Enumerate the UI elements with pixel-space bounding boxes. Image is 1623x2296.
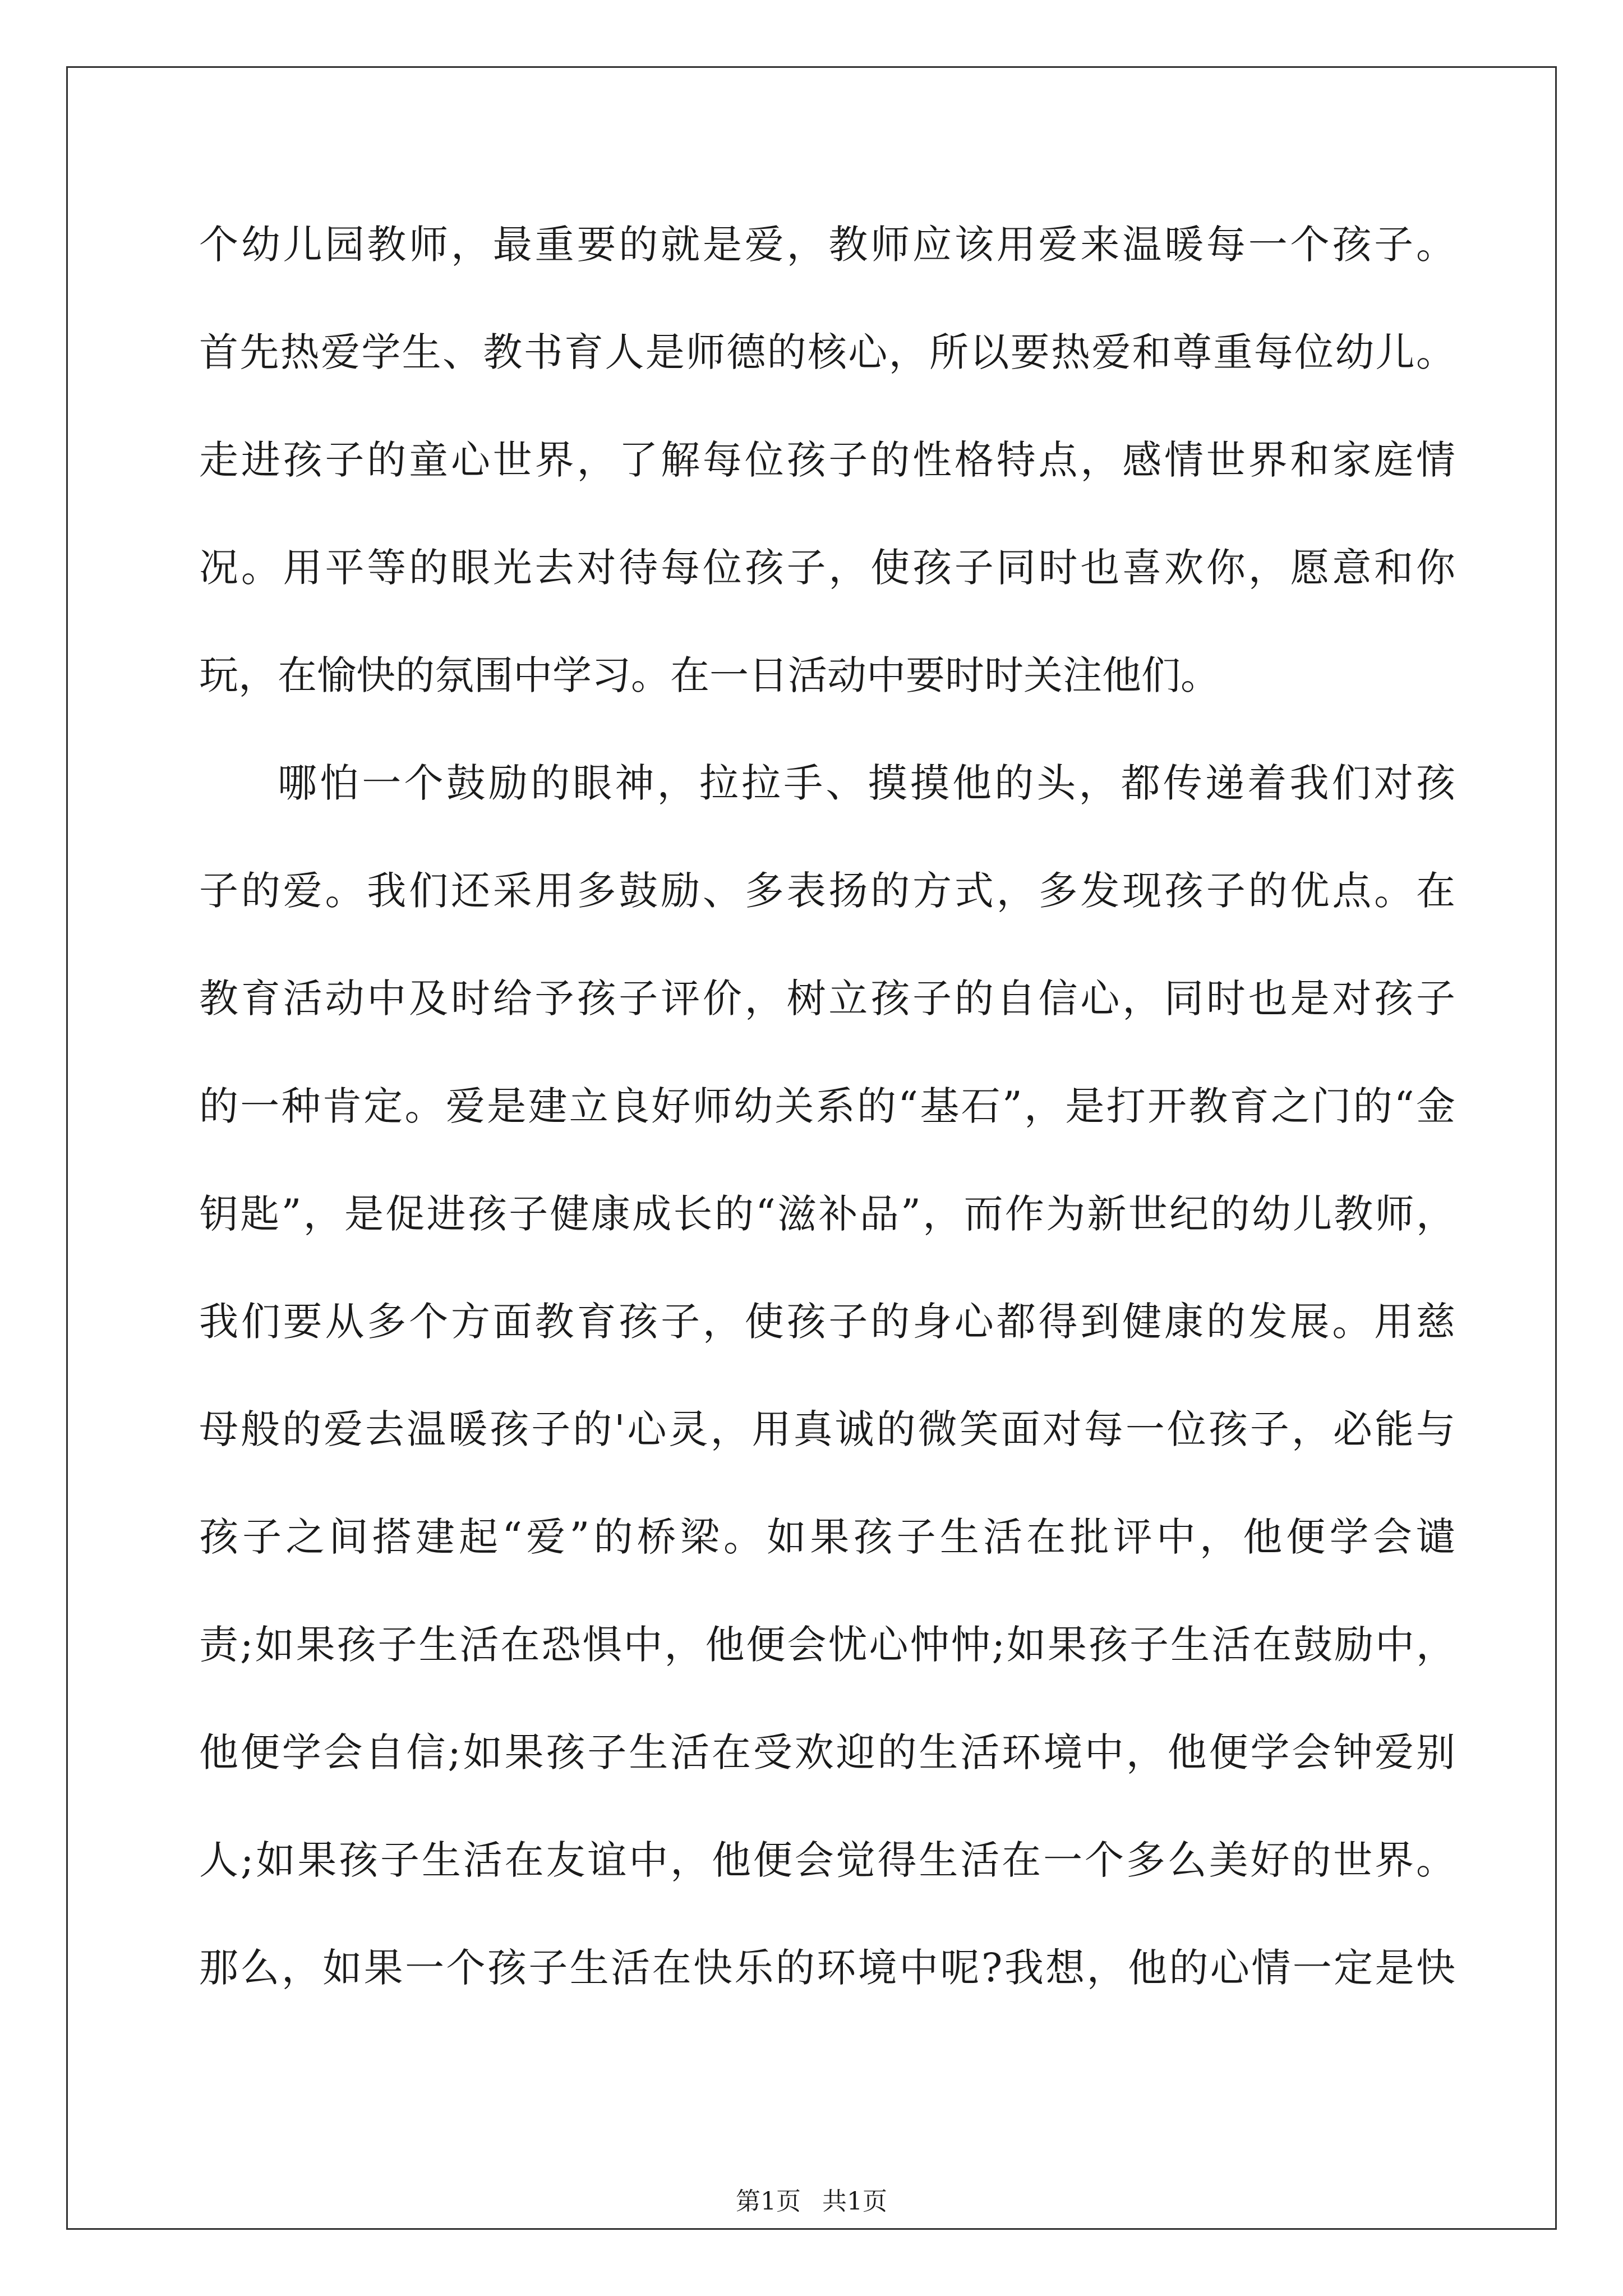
text-line: 我们要从多个方面教育孩子，使孩子的身心都得到健康的发展。用慈 [199, 1299, 1455, 1345]
text-line: 人;如果孩子生活在友谊中，他便会觉得生活在一个多么美好的世界。 [199, 1837, 1455, 1883]
text-line: 他便学会自信;如果孩子生活在受欢迎的生活环境中，他便学会钟爱别 [199, 1729, 1455, 1775]
page-number-current: 第1页 [736, 2187, 801, 2216]
text-line: 的一种肯定。爱是建立良好师幼关系的“基石”，是打开教育之门的“金 [199, 1083, 1455, 1129]
text-line: 玩，在愉快的氛围中学习。在一日活动中要时时关注他们。 [199, 652, 1220, 698]
text-line: 教育活动中及时给予孩子评价，树立孩子的自信心，同时也是对孩子 [199, 976, 1455, 1022]
text-line: 走进孩子的童心世界，了解每位孩子的性格特点，感情世界和家庭情 [199, 437, 1455, 483]
text-line: 钥匙”，是促进孩子健康成长的“滋补品”，而作为新世纪的幼儿教师， [199, 1191, 1455, 1237]
page-footer [0, 2185, 1623, 2219]
text-line: 首先热爱学生、教书育人是师德的核心，所以要热爱和尊重每位幼儿。 [199, 329, 1455, 375]
text-line: 况。用平等的眼光去对待每位孩子，使孩子同时也喜欢你，愿意和你 [199, 545, 1455, 591]
text-line: 那么，如果一个孩子生活在快乐的环境中呢?我想，他的心情一定是快 [199, 1945, 1455, 1991]
text-line: 母般的爱去温暖孩子的'心灵，用真诚的微笑面对每一位孩子，必能与 [199, 1406, 1455, 1452]
text-line: 子的爱。我们还采用多鼓励、多表扬的方式，多发现孩子的优点。在 [199, 868, 1455, 914]
text-line: 责;如果孩子生活在恐惧中，他便会忧心忡忡;如果孩子生活在鼓励中， [199, 1622, 1455, 1668]
text-line: 个幼儿园教师，最重要的就是爱，教师应该用爱来温暖每一个孩子。 [199, 222, 1455, 268]
text-line: 哪怕一个鼓励的眼神，拉拉手、摸摸他的头，都传递着我们对孩 [278, 760, 1455, 806]
text-line: 孩子之间搭建起“爱”的桥梁。如果孩子生活在批评中，他便学会谴 [199, 1514, 1455, 1560]
page-number-total: 共1页 [822, 2187, 887, 2216]
document-body [199, 191, 1455, 2022]
